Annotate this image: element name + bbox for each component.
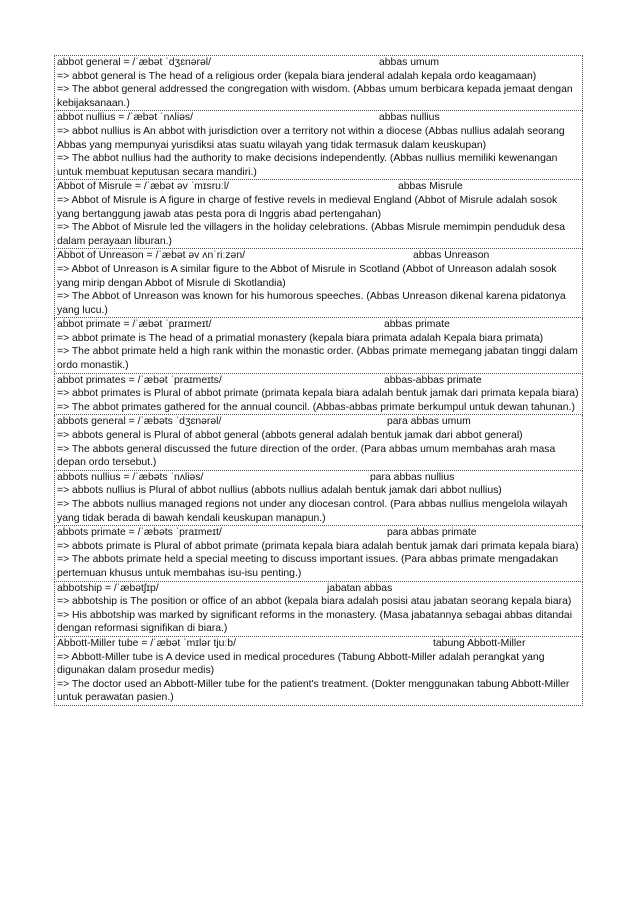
entry-example: => The abbots primate held a special meeting to discuss important issues. (Para abbas primate mengadakan pertemuan khusus untuk membahas isu-isu penting.) <box>57 554 559 579</box>
entry-head <box>57 111 581 125</box>
entry-example: => The abbots general discussed the future direction of the order. (Para abbas umum membahas arah masa depan ordo tersebut.) <box>57 443 556 469</box>
entry-definition: => abbot primates is Plural of abbot primate (primata kepala biara adalah bentuk jamak dari primata kepala biara) <box>57 388 579 400</box>
entry-definition: => abbots primate is Plural of abbot primate (primata kepala biara adalah bentuk jamak dari primata kepala biara) <box>57 540 579 552</box>
entry-translation: abbas umum <box>379 57 440 68</box>
entry-translation: abbas primate <box>384 319 450 331</box>
dictionary-entry <box>54 249 583 318</box>
entry-example: => The abbot nullius had the authority to make decisions independently. (Abbas nullius memiliki kewenangan untuk membuat keputusan secara mandiri.) <box>57 153 558 178</box>
entry-translation: abbas Misrule <box>398 181 463 193</box>
entry-term: abbots general = /ˈæbəts ˈdʒɛnərəl/ <box>57 416 222 428</box>
entry-body <box>57 332 581 373</box>
entry-body <box>57 651 581 705</box>
entry-definition: => abbot nullius is An abbot with jurisdiction over a territory not within a diocese (Abbas nullius adalah seorang Abbas yang mempunyai yurisdiksi atas suatu wilayah yang tidak termasuk dalam keuskupan) <box>57 125 565 151</box>
dictionary-entry <box>54 471 583 526</box>
entry-head <box>57 180 581 194</box>
entry-term: abbots primate = /ˈæbəts ˈpraɪmeɪt/ <box>57 527 222 539</box>
entry-term: abbot primates = /ˈæbət ˈpraɪmeɪts/ <box>57 374 222 386</box>
entry-example: => The abbot primate held a high rank within the monastic order. (Abbas primate memegang jabatan tinggi dalam ordo monastik.) <box>57 346 578 372</box>
entry-term: abbot nullius = /ˈæbət ˈnʌliəs/ <box>57 112 194 124</box>
entry-definition: => abbots general is Plural of abbot general (abbots general adalah bentuk jamak dari abbot general) <box>57 430 523 442</box>
entry-head <box>57 318 581 332</box>
entry-translation: abbas nullius <box>379 112 440 124</box>
entry-head <box>57 471 581 485</box>
entry-head <box>57 526 581 540</box>
entry-translation: jabatan abbas <box>327 582 393 594</box>
entry-example: => The Abbot of Unreason was known for his humorous speeches. (Abbas Unreason dikenal karena pidatonya yang lucu.) <box>57 291 566 316</box>
entry-definition: => Abbot of Misrule is A figure in charge of festive revels in medieval England (Abbot of Misrule adalah sosok yang bertanggung jawab atas pesta pora di Inggris abad pertengahan) <box>57 194 558 220</box>
entry-term: abbot primate = /ˈæbət ˈpraɪmeɪt/ <box>57 319 212 331</box>
entry-body <box>57 263 581 317</box>
entry-body <box>57 125 581 179</box>
entry-body <box>57 70 581 111</box>
dictionary-entry <box>54 55 583 111</box>
entry-translation: abbas-abbas primate <box>384 374 482 386</box>
entry-definition: => abbots nullius is Plural of abbot nullius (abbots nullius adalah bentuk jamak dari abbot nullius) <box>57 485 502 497</box>
dictionary-entry <box>54 111 583 180</box>
entry-translation: para abbas nullius <box>370 471 455 483</box>
entry-head <box>57 249 581 263</box>
entry-term: abbotship = /ˈæbətʃɪp/ <box>57 582 159 594</box>
entry-term: Abbot of Unreason = /ˈæbət əv ʌnˈriːzən/ <box>57 250 245 262</box>
entry-translation: abbas Unreason <box>413 250 490 262</box>
entry-term: Abbott-Miller tube = /ˈæbət ˈmɪlər tjuːb/ <box>57 637 236 649</box>
entry-definition: => abbotship is The position or office of an abbot (kepala biara adalah posisi atau jabatan seorang kepala biara) <box>57 596 572 608</box>
entry-example: => The abbots nullius managed regions not under any diocesan control. (Para abbas nullius mengelola wilayah yang tidak berada di bawah kendali keuskupan manapun.) <box>57 499 568 524</box>
entry-body <box>57 387 581 414</box>
dictionary-entry <box>54 637 583 706</box>
dictionary-entry <box>54 582 583 637</box>
dictionary-list <box>54 55 583 706</box>
entry-translation: tabung Abbott-Miller <box>433 637 526 649</box>
entry-example: => The abbot primates gathered for the annual council. (Abbas-abbas primate berkumpul untuk dewan tahunan.) <box>57 401 575 413</box>
entry-example: => The abbot general addressed the congregation with wisdom. (Abbas umum berbicara kepada jemaat dengan kebijaksanaan.) <box>57 84 573 109</box>
entry-head <box>57 582 581 596</box>
entry-example: => His abbotship was marked by significant reforms in the monastery. (Masa jabatannya sebagai abbas ditandai dengan reformasi signifikan di biara.) <box>57 609 573 635</box>
dictionary-entry <box>54 180 583 249</box>
entry-head <box>57 415 581 429</box>
entry-example: => The doctor used an Abbott-Miller tube for the patient's treatment. (Dokter menggunakan tabung Abbott-Miller untuk perawatan pasien.) <box>57 678 570 704</box>
entry-body <box>57 595 581 636</box>
entry-translation: para abbas primate <box>387 527 477 539</box>
entry-definition: => Abbott-Miller tube is A device used in medical procedures (Tabung Abbott-Miller adalah perangkat yang digunakan dalam prosedur medis) <box>57 651 545 677</box>
entry-body <box>57 540 581 581</box>
entry-translation: para abbas umum <box>387 416 471 428</box>
dictionary-entry <box>54 526 583 581</box>
entry-definition: => abbot primate is The head of a primatial monastery (kepala biara primata adalah Kepala biara primata) <box>57 332 544 344</box>
entry-term: abbot general = /ˈæbət ˈdʒɛnərəl/ <box>57 57 211 68</box>
entry-body <box>57 429 581 470</box>
entry-head <box>57 374 581 388</box>
entry-example: => The Abbot of Misrule led the villagers in the holiday celebrations. (Abbas Misrule memimpin penduduk desa dalam perayaan liburan.) <box>57 222 566 247</box>
entry-body <box>57 484 581 525</box>
dictionary-entry <box>54 318 583 373</box>
entry-definition: => Abbot of Unreason is A similar figure to the Abbot of Misrule in Scotland (Abbot of Unreason adalah sosok yang mirip dengan Abbot of Misrule di Skotlandia) <box>57 263 557 289</box>
dictionary-entry <box>54 374 583 416</box>
entry-definition: => abbot general is The head of a religious order (kepala biara jenderal adalah kepala ordo keagamaan) <box>57 70 537 82</box>
entry-head <box>57 56 581 70</box>
dictionary-entry <box>54 415 583 470</box>
entry-head <box>57 637 581 651</box>
entry-body <box>57 194 581 248</box>
entry-term: Abbot of Misrule = /ˈæbət əv ˈmɪsruːl/ <box>57 181 230 193</box>
entry-term: abbots nullius = /ˈæbəts ˈnʌliəs/ <box>57 471 204 483</box>
